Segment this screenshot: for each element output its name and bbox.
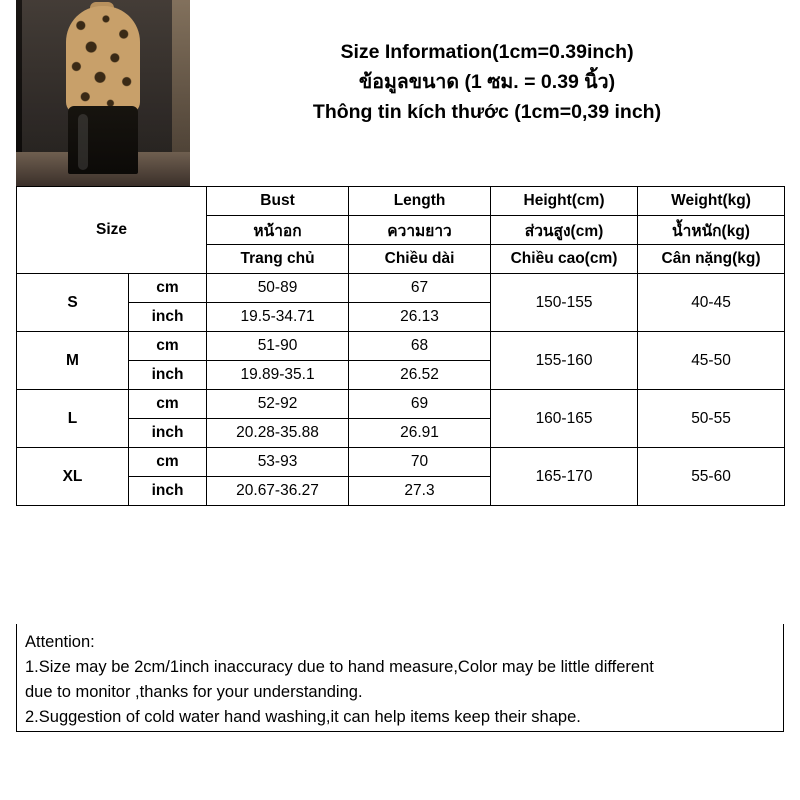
title-block (190, 0, 784, 186)
table-row (17, 390, 785, 419)
row-size-xl: XL (17, 448, 129, 506)
attention-heading: Attention: (25, 633, 95, 651)
row-size-s: S (17, 274, 129, 332)
header-bust-en: Bust (207, 187, 349, 216)
cell-length-inch-m: 26.52 (349, 361, 491, 390)
size-table (16, 186, 785, 506)
header-area (16, 0, 784, 186)
cell-bust-cm-xl: 53-93 (207, 448, 349, 477)
cell-bust-cm-s: 50-89 (207, 274, 349, 303)
cell-bust-cm-m: 51-90 (207, 332, 349, 361)
header-length-vi: Chiều dài (349, 245, 491, 274)
cell-height-m: 155-160 (491, 332, 638, 390)
model-leopard-top (66, 6, 140, 114)
cell-length-inch-l: 26.91 (349, 419, 491, 448)
product-photo (16, 0, 190, 186)
title-line-vi: Thông tin kích thước (1cm=0,39 inch) (312, 101, 662, 123)
header-bust-th: หน้าอก (207, 216, 349, 245)
row-unit-inch-m: inch (129, 361, 207, 390)
table-header-row-en (17, 187, 785, 216)
cell-bust-inch-m: 19.89-35.1 (207, 361, 349, 390)
row-unit-cm-l: cm (129, 390, 207, 419)
header-height-vi: Chiều cao(cm) (491, 245, 638, 274)
header-weight-en: Weight(kg) (638, 187, 785, 216)
header-weight-th: น้ำหนัก(kg) (638, 216, 785, 245)
cell-bust-cm-l: 52-92 (207, 390, 349, 419)
cell-length-cm-l: 69 (349, 390, 491, 419)
cell-height-xl: 165-170 (491, 448, 638, 506)
attention-note-1-line-1: 1.Size may be 2cm/1inch inaccuracy due to hand measure,Color may be little different (25, 658, 654, 676)
row-unit-cm-s: cm (129, 274, 207, 303)
row-size-l: L (17, 390, 129, 448)
title-line-th: ข้อมูลขนาด (1 ซม. = 0.39 นิ้ว) (358, 71, 616, 93)
attention-block (16, 624, 784, 732)
header-height-en: Height(cm) (491, 187, 638, 216)
cell-height-s: 150-155 (491, 274, 638, 332)
cell-length-cm-m: 68 (349, 332, 491, 361)
attention-note-1-line-2: due to monitor ,thanks for your understanding. (25, 683, 363, 701)
cell-length-cm-xl: 70 (349, 448, 491, 477)
header-height-th: ส่วนสูง(cm) (491, 216, 638, 245)
cell-weight-l: 50-55 (638, 390, 785, 448)
table-row (17, 448, 785, 477)
cell-weight-s: 40-45 (638, 274, 785, 332)
row-unit-cm-xl: cm (129, 448, 207, 477)
cell-bust-inch-l: 20.28-35.88 (207, 419, 349, 448)
cell-bust-inch-s: 19.5-34.71 (207, 303, 349, 332)
table-row (17, 274, 785, 303)
header-bust-vi: Trang chủ (207, 245, 349, 274)
photo-model (60, 2, 146, 174)
header-size-label: Size (17, 187, 207, 274)
cell-bust-inch-xl: 20.67-36.27 (207, 477, 349, 506)
cell-length-cm-s: 67 (349, 274, 491, 303)
header-length-en: Length (349, 187, 491, 216)
row-unit-inch-l: inch (129, 419, 207, 448)
cell-length-inch-xl: 27.3 (349, 477, 491, 506)
row-unit-cm-m: cm (129, 332, 207, 361)
row-unit-inch-s: inch (129, 303, 207, 332)
table-row (17, 332, 785, 361)
cell-weight-m: 45-50 (638, 332, 785, 390)
title-line-en: Size Information(1cm=0.39inch) (340, 41, 634, 63)
row-unit-inch-xl: inch (129, 477, 207, 506)
cell-length-inch-s: 26.13 (349, 303, 491, 332)
attention-note-2: 2.Suggestion of cold water hand washing,it can help items keep their shape. (25, 708, 581, 726)
cell-weight-xl: 55-60 (638, 448, 785, 506)
row-size-m: M (17, 332, 129, 390)
cell-height-l: 160-165 (491, 390, 638, 448)
header-weight-vi: Cân nặng(kg) (638, 245, 785, 274)
header-length-th: ความยาว (349, 216, 491, 245)
model-pants-highlight (78, 114, 88, 170)
